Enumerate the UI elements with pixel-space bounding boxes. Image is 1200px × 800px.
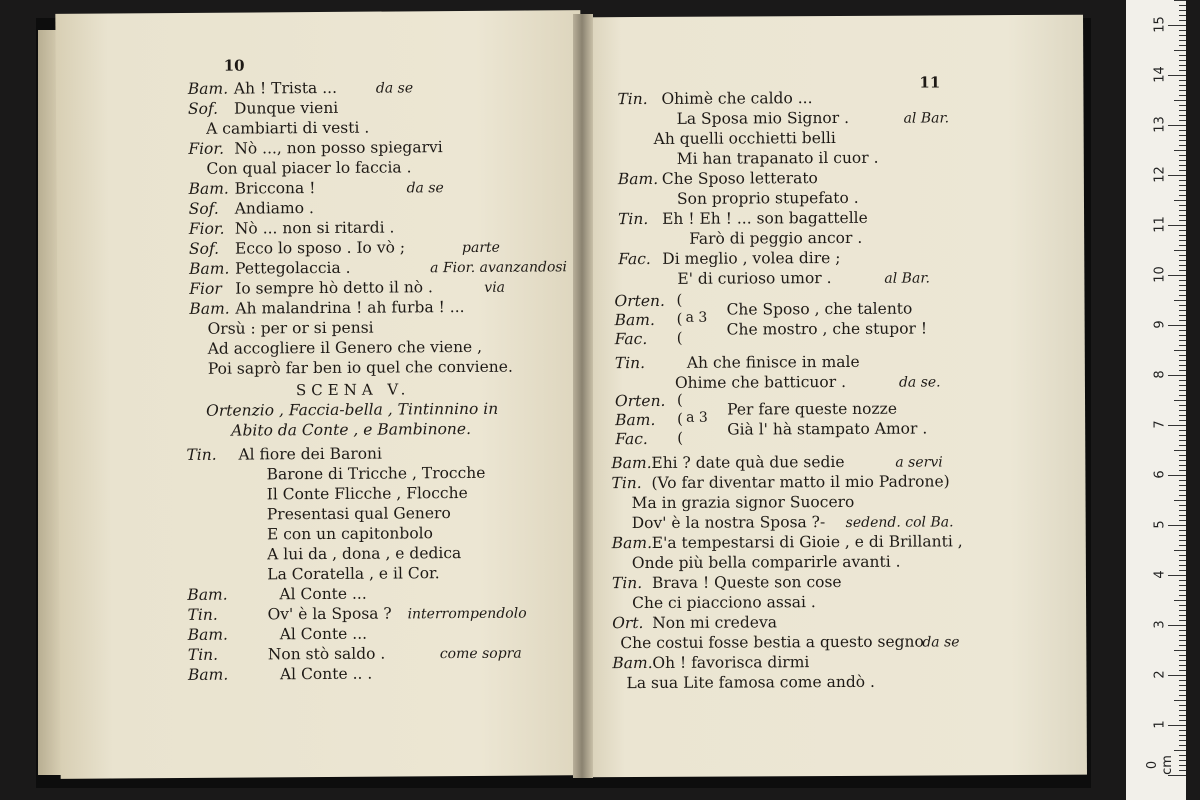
ruler-tick [1168, 25, 1186, 26]
dialogue-text: Eh ! Eh ! ... son bagattelle [662, 208, 868, 228]
dialogue-text: Ohime che batticuor . [674, 372, 847, 392]
ruler-tick [1179, 5, 1186, 6]
dialogue-text: Ah che finisce in male [686, 352, 860, 372]
ruler-tick [1179, 360, 1186, 361]
ruler-tick [1174, 550, 1186, 551]
stage-direction: al Bar. [903, 110, 950, 127]
ruler-tick [1179, 680, 1186, 681]
ensemble-marker: a 3 [685, 309, 708, 326]
speaker-label: Bam. [614, 310, 655, 330]
ruler-tick [1179, 540, 1186, 541]
speaker-label: Bam. [615, 410, 656, 430]
dialogue-text: (Vo far diventar matto il mio Padrone) [651, 472, 950, 492]
ruler-tick [1179, 315, 1186, 316]
ruler-tick [1174, 700, 1186, 701]
ruler-tick [1179, 660, 1186, 661]
ruler-tick [1179, 80, 1186, 81]
ruler-tick [1179, 545, 1186, 546]
dialogue-text: Il Conte Flicche , Flocche [266, 483, 468, 504]
measuring-ruler [1126, 0, 1186, 800]
stage-direction: da se [922, 634, 960, 651]
ruler-tick [1179, 465, 1186, 466]
ruler-tick [1179, 320, 1186, 321]
ruler-tick [1179, 165, 1186, 166]
ruler-tick [1179, 280, 1186, 281]
ruler-tick [1179, 565, 1186, 566]
ruler-tick [1179, 745, 1186, 746]
ruler-tick [1179, 535, 1186, 536]
left-page [55, 10, 585, 779]
stage-direction: parte [461, 239, 500, 257]
dialogue-text: Che ci piacciono assai . [632, 593, 816, 613]
dialogue-text: E'a tempestarsi di Gioie , e di Brillanti , [651, 532, 963, 552]
dialogue-text: Con qual piacer lo faccia . [206, 158, 412, 178]
ruler-tick [1179, 635, 1186, 636]
ruler-tick [1179, 395, 1186, 396]
ruler-number: 2 [1152, 670, 1168, 679]
ensemble-marker: a 3 [686, 409, 708, 426]
ruler-tick [1168, 275, 1186, 276]
ruler-tick [1179, 570, 1186, 571]
ruler-tick [1179, 140, 1186, 141]
ruler-tick [1168, 225, 1186, 226]
dialogue-text: La sua Lite famosa come andò . [626, 672, 875, 693]
ruler-tick [1179, 710, 1186, 711]
dialogue-text: Ov' è la Sposa ? [267, 604, 392, 624]
ruler-tick [1179, 310, 1186, 311]
ruler-tick [1174, 400, 1186, 401]
ruler-tick [1168, 575, 1186, 576]
speaker-label: Orten. [614, 391, 666, 411]
dialogue-text: La Sposa mio Signor . [676, 108, 850, 128]
stage-direction: a servi [895, 454, 943, 471]
dialogue-text: Ah malandrina ! ah furba ! ... [235, 297, 465, 318]
ruler-tick [1174, 50, 1186, 51]
ruler-tick [1179, 760, 1186, 761]
dialogue-text: Mi han trapanato il cuor . [676, 148, 879, 168]
speaker-label: Tin. [614, 353, 646, 373]
ruler-tick [1179, 195, 1186, 196]
ruler-tick [1179, 210, 1186, 211]
ruler-tick [1179, 435, 1186, 436]
speaker-label: Bam. [611, 453, 652, 473]
ruler-tick [1179, 160, 1186, 161]
speaker-label: Fior. [188, 219, 225, 238]
ruler-tick [1179, 685, 1186, 686]
dialogue-text: A lui da , dona , e dedica [267, 544, 462, 564]
ruler-tick [1179, 765, 1186, 766]
ruler-tick [1174, 200, 1186, 201]
ruler-tick [1179, 240, 1186, 241]
ruler-tick [1179, 345, 1186, 346]
ruler-tick [1179, 645, 1186, 646]
ruler-tick [1168, 675, 1186, 676]
ruler-tick [1179, 265, 1186, 266]
brace-mark: ( [676, 328, 683, 347]
ruler-tick [1179, 515, 1186, 516]
dialogue-text: Presentasi qual Genero [266, 504, 451, 524]
ruler-tick [1179, 420, 1186, 421]
ruler-tick [1179, 245, 1186, 246]
ruler-tick [1174, 0, 1186, 1]
speaker-label: Fior. [188, 139, 225, 158]
ruler-tick [1179, 90, 1186, 91]
ruler-unit-label: 0 cm [1145, 755, 1175, 775]
ruler-tick [1179, 45, 1186, 46]
dialogue-text: Son proprio stupefato . [676, 188, 859, 208]
dialogue-text: Non stò saldo . [267, 644, 386, 664]
ruler-tick [1179, 130, 1186, 131]
speaker-label: Bam. [188, 179, 229, 198]
speaker-label: Tin. [611, 574, 643, 593]
ruler-tick [1179, 15, 1186, 16]
speaker-label: Fac. [615, 429, 648, 449]
ruler-tick [1179, 40, 1186, 41]
ruler-tick [1179, 370, 1186, 371]
ruler-tick [1179, 305, 1186, 306]
ruler-tick [1179, 20, 1186, 21]
ruler-tick [1179, 705, 1186, 706]
stage-direction: via [484, 279, 506, 296]
ruler-tick [1179, 455, 1186, 456]
stage-direction: da se [406, 180, 444, 197]
ruler-tick [1179, 770, 1186, 771]
ruler-tick [1179, 285, 1186, 286]
ruler-tick [1174, 250, 1186, 251]
ruler-tick [1168, 625, 1186, 626]
ruler-tick [1179, 610, 1186, 611]
ruler-tick [1179, 555, 1186, 556]
ruler-tick [1179, 60, 1186, 61]
ruler-tick [1179, 170, 1186, 171]
speaker-label: Bam. [187, 625, 229, 644]
ruler-tick [1179, 105, 1186, 106]
ruler-tick [1179, 155, 1186, 156]
ruler-tick [1179, 110, 1186, 111]
stage-direction: interrompendolo [407, 605, 527, 623]
book-gutter [573, 14, 593, 778]
speaker-label: Fior [189, 279, 222, 298]
speaker-label: Tin. [618, 209, 649, 229]
stage-direction: sedend. col Ba. [845, 514, 954, 531]
ruler-number: 13 [1152, 116, 1168, 133]
speaker-label: Bam. [612, 653, 653, 673]
ruler-number: 5 [1152, 520, 1168, 529]
dialogue-text: Ecco lo sposo . Io vò ; [234, 238, 406, 258]
ruler-tick [1179, 560, 1186, 561]
stage-direction: da se. [898, 374, 941, 391]
dialogue-text: Che Sposo letterato [661, 169, 818, 188]
ruler-tick [1179, 740, 1186, 741]
ruler-tick [1174, 450, 1186, 451]
ruler-tick [1179, 235, 1186, 236]
ruler-tick [1179, 390, 1186, 391]
ruler-tick [1179, 580, 1186, 581]
ruler-tick [1179, 230, 1186, 231]
brace-mark: ( [676, 390, 683, 409]
ruler-tick [1179, 670, 1186, 671]
ruler-tick [1179, 205, 1186, 206]
dialogue-text: Brava ! Queste son cose [651, 572, 842, 592]
speaker-label: Fac. [614, 329, 648, 349]
dialogue-text: Al Conte ... [279, 584, 367, 604]
ruler-tick [1179, 365, 1186, 366]
ruler-tick [1179, 270, 1186, 271]
speaker-label: Sof. [187, 99, 219, 118]
brace-mark: ( [677, 428, 684, 447]
ruler-tick [1179, 220, 1186, 221]
ruler-tick [1179, 605, 1186, 606]
ruler-tick [1179, 215, 1186, 216]
ruler-tick [1179, 720, 1186, 721]
stage-direction: come sopra [439, 645, 522, 663]
ruler-tick [1179, 595, 1186, 596]
ruler-tick [1179, 430, 1186, 431]
dialogue-text: Ma in grazia signor Suocero [631, 492, 855, 513]
ruler-tick [1179, 95, 1186, 96]
speaker-label: Fac. [618, 249, 651, 269]
dialogue-text: Ad accogliere il Genero che viene , [207, 337, 483, 358]
dialogue-text: Per fare queste nozze [727, 399, 898, 419]
dialogue-text: Al Conte .. . [279, 664, 373, 684]
ruler-tick [1179, 385, 1186, 386]
stage-direction: al Bar. [884, 270, 930, 287]
ruler-tick [1179, 115, 1186, 116]
page-number: 10 [223, 56, 245, 75]
speaker-label: Tin. [186, 445, 217, 464]
speaker-label: Ort. [612, 614, 644, 633]
ruler-tick [1179, 460, 1186, 461]
dialogue-text: Briccona ! [234, 179, 316, 198]
dialogue-text: Onde più bella comparirle avanti . [631, 552, 901, 573]
speaker-label: Tin. [187, 605, 218, 624]
speaker-label: Bam. [189, 259, 230, 278]
ruler-tick [1168, 75, 1186, 76]
dialogue-text: Di meglio , volea dire ; [662, 248, 841, 268]
ruler-tick [1179, 490, 1186, 491]
ruler-tick [1179, 665, 1186, 666]
ruler-number: 14 [1152, 66, 1168, 83]
speaker-label: Tin. [617, 89, 648, 109]
ruler-tick [1179, 35, 1186, 36]
dialogue-text: Orsù : per or si pensi [207, 318, 374, 338]
ruler-tick [1179, 340, 1186, 341]
ruler-number: 10 [1152, 266, 1168, 283]
ruler-tick [1179, 260, 1186, 261]
dialogue-text: Dunque vieni [233, 98, 339, 118]
ruler-tick [1179, 145, 1186, 146]
speaker-label: Bam. [187, 665, 229, 684]
ruler-tick [1168, 725, 1186, 726]
ruler-number: 6 [1152, 470, 1168, 479]
ruler-tick [1179, 295, 1186, 296]
ruler-tick [1174, 150, 1186, 151]
ruler-tick [1168, 425, 1186, 426]
ruler-tick [1179, 330, 1186, 331]
dialogue-text: Che costui fosse bestia a questo segno [620, 632, 924, 653]
ruler-tick [1179, 530, 1186, 531]
speaker-label: Tin. [187, 645, 219, 664]
speaker-label: Bam. [189, 299, 230, 318]
ruler-number: 11 [1152, 216, 1168, 233]
speaker-label: Bam. [617, 169, 659, 189]
ruler-number: 12 [1152, 166, 1168, 183]
ruler-number: 8 [1152, 370, 1168, 379]
ruler-tick [1179, 620, 1186, 621]
ruler-tick [1179, 180, 1186, 181]
ruler-tick [1179, 55, 1186, 56]
ruler-tick [1179, 755, 1186, 756]
ruler-tick [1179, 410, 1186, 411]
ruler-tick [1179, 590, 1186, 591]
dialogue-text: Ehi ? date quà due sedie [651, 452, 845, 472]
stage-direction: da se [375, 80, 414, 97]
ruler-tick [1179, 335, 1186, 336]
ruler-tick [1179, 630, 1186, 631]
ruler-tick [1179, 655, 1186, 656]
ruler-tick [1179, 10, 1186, 11]
dialogue-text: La Coratella , e il Cor. [267, 564, 440, 584]
ruler-tick [1179, 585, 1186, 586]
ruler-tick [1179, 65, 1186, 66]
ruler-tick [1179, 480, 1186, 481]
dialogue-text: Al fiore dei Baroni [238, 444, 383, 464]
ruler-tick [1179, 30, 1186, 31]
dialogue-text: Che Sposo , che talento [726, 299, 913, 319]
speaker-label: Sof. [188, 199, 219, 218]
brace-mark: ( [677, 409, 684, 428]
dialogue-text: E' di curioso umor . [677, 269, 832, 288]
dialogue-text: Io sempre hò detto il nò . [235, 278, 434, 298]
scene-heading: SCENA V. [295, 380, 411, 400]
ruler-tick [1179, 730, 1186, 731]
ruler-tick [1179, 470, 1186, 471]
ruler-tick [1168, 325, 1186, 326]
speaker-label: Sof. [188, 239, 220, 258]
ruler-tick [1179, 445, 1186, 446]
ruler-tick [1168, 175, 1186, 176]
speaker-label: Bam. [611, 533, 653, 553]
page-number: 11 [919, 73, 941, 92]
speaker-label: Orten. [614, 291, 665, 311]
ruler-number: 4 [1152, 570, 1168, 579]
dialogue-text: Al Conte ... [279, 624, 368, 644]
ruler-number: 15 [1152, 16, 1168, 33]
ruler-tick [1168, 375, 1186, 376]
dialogue-text: Già l' hà stampato Amor . [727, 419, 928, 439]
ruler-tick [1174, 100, 1186, 101]
ruler-tick [1168, 525, 1186, 526]
dialogue-text: Barone di Tricche , Trocche [266, 463, 486, 484]
ruler-tick [1179, 380, 1186, 381]
ruler-tick [1179, 640, 1186, 641]
speaker-label: Tin. [611, 474, 642, 493]
ruler-tick [1179, 290, 1186, 291]
ruler-tick [1179, 85, 1186, 86]
ruler-tick [1179, 70, 1186, 71]
dialogue-text: Pettegolaccia . [235, 258, 351, 278]
ruler-tick [1174, 500, 1186, 501]
dialogue-text: Farò di peggio ancor . [689, 228, 863, 248]
ruler-tick [1174, 300, 1186, 301]
dialogue-text: Dov' è la nostra Sposa ?- [631, 513, 826, 533]
ruler-tick [1174, 750, 1186, 751]
stage-direction: a Fior. avanzandosi [430, 259, 568, 277]
ruler-tick [1179, 520, 1186, 521]
ruler-tick [1179, 355, 1186, 356]
dialogue-text: E con un capitonbolo [266, 524, 433, 544]
dialogue-text: Ah quelli occhietti belli [653, 128, 836, 148]
dialogue-text: Poi saprò far ben io quel che conviene. [207, 357, 513, 378]
ruler-tick [1179, 135, 1186, 136]
scene-description: Abito da Conte , e Bambinone. [231, 419, 472, 440]
dialogue-text: Nò ..., non posso spiegarvi [234, 138, 443, 158]
ruler-tick [1179, 415, 1186, 416]
dialogue-text: Che mostro , che stupor ! [726, 319, 928, 339]
ruler-tick [1179, 735, 1186, 736]
ruler-tick [1174, 650, 1186, 651]
ruler-tick [1179, 695, 1186, 696]
ruler-tick [1179, 495, 1186, 496]
dialogue-text: Ah ! Trista ... [233, 78, 338, 98]
ruler-tick [1179, 120, 1186, 121]
ruler-tick [1179, 255, 1186, 256]
ruler-tick [1179, 440, 1186, 441]
dialogue-text: Nò ... non si ritardi . [234, 218, 395, 238]
ruler-tick [1179, 615, 1186, 616]
ruler-number: 3 [1152, 620, 1168, 629]
ruler-tick [1179, 185, 1186, 186]
brace-mark: ( [676, 290, 683, 309]
dialogue-text: A cambiarti di vesti . [206, 118, 370, 138]
ruler-tick [1179, 485, 1186, 486]
ruler-tick [1179, 510, 1186, 511]
ruler-tick [1179, 715, 1186, 716]
ruler-number: 9 [1152, 320, 1168, 329]
dialogue-text: Oh ! favorisca dirmi [652, 653, 810, 672]
brace-mark: ( [676, 309, 683, 328]
ruler-tick [1179, 690, 1186, 691]
dialogue-text: Andiamo . [234, 199, 314, 218]
ruler-tick [1168, 775, 1186, 776]
dialogue-text: Ohimè che caldo ... [661, 89, 813, 108]
ruler-number: 7 [1152, 420, 1168, 429]
right-page [581, 15, 1087, 778]
ruler-tick [1179, 505, 1186, 506]
ruler-tick [1179, 405, 1186, 406]
ruler-tick [1174, 350, 1186, 351]
ruler-tick [1168, 125, 1186, 126]
ruler-number: 1 [1152, 720, 1168, 729]
speaker-label: Bam. [187, 79, 229, 98]
dialogue-text: Non mi credeva [652, 613, 777, 632]
ruler-tick [1168, 475, 1186, 476]
scene-description: Ortenzio , Faccia-bella , Tintinnino in [206, 399, 499, 420]
ruler-tick [1179, 190, 1186, 191]
speaker-label: Bam. [187, 585, 228, 604]
ruler-tick [1174, 600, 1186, 601]
